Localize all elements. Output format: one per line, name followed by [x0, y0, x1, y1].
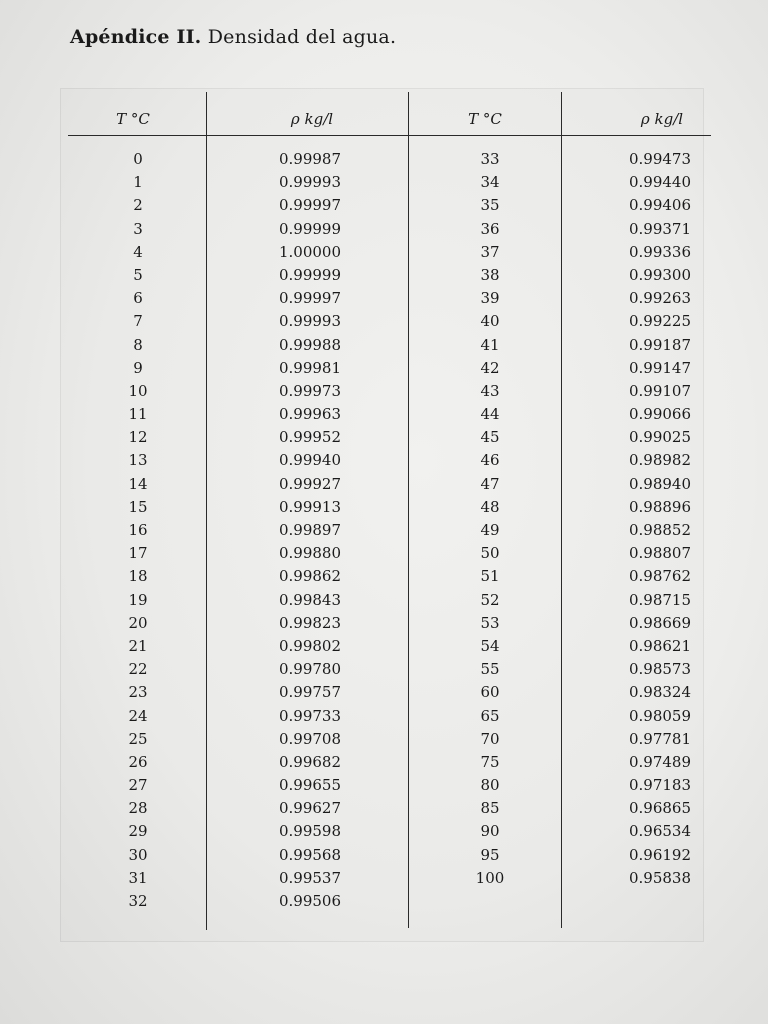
density-cell: 0.99927	[278, 474, 342, 493]
temperature-cell: 21	[128, 636, 148, 655]
temperature-cell: 53	[480, 613, 500, 632]
density-cell: 0.98896	[628, 497, 692, 516]
right-temperature-column	[440, 148, 540, 890]
density-cell: 0.99537	[278, 868, 342, 887]
header-temp-right: T °C	[468, 110, 502, 128]
density-cell: 0.98762	[628, 567, 692, 586]
density-cell: 0.99780	[278, 660, 342, 679]
temperature-cell: 4	[133, 242, 143, 261]
density-cell: 0.99823	[278, 613, 342, 632]
temperature-cell: 27	[128, 776, 148, 795]
density-cell: 0.99733	[278, 706, 342, 725]
temperature-cell: 60	[480, 683, 500, 702]
density-cell: 0.99952	[278, 428, 342, 447]
density-cell: 0.99598	[278, 822, 342, 841]
density-cell: 0.99225	[628, 312, 692, 331]
density-cell: 0.99440	[628, 173, 692, 192]
right-density-column	[612, 148, 708, 890]
temperature-cell: 49	[480, 521, 500, 539]
density-cell: 0.99897	[278, 521, 342, 539]
temperature-cell: 1	[133, 173, 143, 192]
temperature-cell: 70	[480, 729, 500, 748]
temperature-cell: 55	[480, 660, 500, 679]
temperature-cell: 9	[133, 358, 143, 377]
temperature-cell: 11	[128, 405, 148, 424]
temperature-cell: 28	[128, 799, 148, 818]
density-cell: 0.98982	[628, 451, 692, 470]
density-cell: 0.98059	[628, 706, 692, 725]
density-cell: 0.99993	[278, 312, 342, 331]
temperature-cell: 32	[128, 892, 148, 910]
density-cell: 0.99862	[278, 567, 342, 586]
temperature-cell: 95	[480, 845, 500, 864]
page-title	[70, 26, 396, 48]
temperature-cell: 46	[480, 451, 500, 470]
temperature-cell: 22	[128, 660, 148, 679]
density-cell: 0.99655	[278, 776, 342, 795]
density-cell: 0.99147	[628, 358, 692, 377]
temperature-cell: 44	[480, 405, 500, 424]
temperature-cell: 7	[133, 312, 143, 331]
left-temperature-column	[98, 148, 178, 913]
temperature-cell: 54	[480, 636, 500, 655]
density-cell: 0.99473	[628, 150, 692, 168]
density-cell: 0.95838	[628, 868, 692, 887]
density-cell: 0.99913	[278, 497, 342, 516]
density-cell: 0.99988	[278, 335, 342, 354]
density-cell: 0.99406	[628, 196, 692, 215]
density-cell: 0.99997	[278, 196, 342, 215]
temperature-cell: 40	[480, 312, 500, 331]
density-cell: 0.97183	[628, 776, 692, 795]
column-divider-1	[206, 92, 207, 930]
density-cell: 0.96865	[628, 799, 692, 818]
density-cell: 0.96192	[628, 845, 692, 864]
header-density-right: ρ kg/l	[640, 110, 684, 128]
temperature-cell: 23	[128, 683, 148, 702]
header-rule	[68, 135, 711, 136]
temperature-cell: 35	[480, 196, 500, 215]
density-cell: 0.99336	[628, 242, 692, 261]
temperature-cell: 17	[128, 544, 148, 563]
temperature-cell: 38	[480, 265, 500, 284]
temperature-cell: 45	[480, 428, 500, 447]
density-cell: 0.99999	[278, 219, 342, 238]
temperature-cell: 75	[480, 752, 500, 771]
density-cell: 0.99997	[278, 289, 342, 308]
density-cell: 0.97781	[628, 729, 692, 748]
density-cell: 0.99940	[278, 451, 342, 470]
temperature-cell: 20	[128, 613, 148, 632]
temperature-cell: 85	[480, 799, 500, 818]
density-cell: 0.99300	[628, 265, 692, 284]
temperature-cell: 65	[480, 706, 500, 725]
temperature-cell: 34	[480, 173, 500, 192]
density-cell: 0.97489	[628, 752, 692, 771]
temperature-cell: 51	[480, 567, 500, 586]
density-cell: 0.98621	[628, 636, 692, 655]
temperature-cell: 15	[128, 497, 148, 516]
density-cell: 0.99987	[278, 150, 342, 168]
density-cell: 0.98715	[628, 590, 692, 609]
temperature-cell: 2	[133, 196, 143, 215]
density-cell: 0.99993	[278, 173, 342, 192]
density-cell: 0.99981	[278, 358, 342, 377]
temperature-cell: 42	[480, 358, 500, 377]
density-cell: 0.99263	[628, 289, 692, 308]
density-cell: 0.99802	[278, 636, 342, 655]
temperature-cell: 47	[480, 474, 500, 493]
density-cell: 0.98573	[628, 660, 692, 679]
temperature-cell: 41	[480, 335, 500, 354]
density-cell: 0.98852	[628, 521, 692, 539]
density-cell: 0.99973	[278, 381, 342, 400]
temperature-cell: 100	[475, 868, 505, 887]
density-cell: 0.99757	[278, 683, 342, 702]
temperature-cell: 19	[128, 590, 148, 609]
temperature-cell: 3	[133, 219, 143, 238]
temperature-cell: 33	[480, 150, 500, 168]
temperature-cell: 30	[128, 845, 148, 864]
column-divider-2	[408, 92, 409, 928]
temperature-cell: 13	[128, 451, 148, 470]
temperature-cell: 36	[480, 219, 500, 238]
density-cell: 0.99187	[628, 335, 692, 354]
temperature-cell: 5	[133, 265, 143, 284]
density-cell: 0.99107	[628, 381, 692, 400]
density-cell: 0.99843	[278, 590, 342, 609]
density-cell: 0.99506	[278, 892, 342, 910]
temperature-cell: 25	[128, 729, 148, 748]
title-text: Densidad del agua.	[207, 26, 397, 48]
left-density-column	[262, 148, 358, 913]
temperature-cell: 14	[128, 474, 148, 493]
temperature-cell: 37	[480, 242, 500, 261]
density-cell: 0.99999	[278, 265, 342, 284]
density-cell: 0.98324	[628, 683, 692, 702]
temperature-cell: 18	[128, 567, 148, 586]
density-cell: 0.99963	[278, 405, 342, 424]
header-density-left: ρ kg/l	[290, 110, 334, 128]
temperature-cell: 16	[128, 521, 148, 539]
temperature-cell: 12	[128, 428, 148, 447]
temperature-cell: 48	[480, 497, 500, 516]
temperature-cell: 26	[128, 752, 148, 771]
density-cell: 1.00000	[278, 242, 342, 261]
temperature-cell: 24	[128, 706, 148, 725]
temperature-cell: 31	[128, 868, 148, 887]
density-cell: 0.98669	[628, 613, 692, 632]
density-cell: 0.99682	[278, 752, 342, 771]
density-cell: 0.96534	[628, 822, 692, 841]
temperature-cell: 6	[133, 289, 143, 308]
density-cell: 0.99568	[278, 845, 342, 864]
temperature-cell: 90	[480, 822, 500, 841]
temperature-cell: 43	[480, 381, 500, 400]
density-cell: 0.98940	[628, 474, 692, 493]
temperature-cell: 10	[128, 381, 148, 400]
density-cell: 0.99066	[628, 405, 692, 424]
density-cell: 0.98807	[628, 544, 692, 563]
appendix-label: Apéndice II.	[70, 26, 202, 48]
density-cell: 0.99708	[278, 729, 342, 748]
density-cell: 0.99627	[278, 799, 342, 818]
temperature-cell: 50	[480, 544, 500, 563]
header-temp-left: T °C	[116, 110, 150, 128]
temperature-cell: 52	[480, 590, 500, 609]
temperature-cell: 29	[128, 822, 148, 841]
temperature-cell: 80	[480, 776, 500, 795]
temperature-cell: 8	[133, 335, 143, 354]
temperature-cell: 39	[480, 289, 500, 308]
temperature-cell: 0	[133, 150, 143, 168]
density-cell: 0.99880	[278, 544, 342, 563]
density-cell: 0.99371	[628, 219, 692, 238]
column-divider-3	[561, 92, 562, 928]
density-cell: 0.99025	[628, 428, 692, 447]
